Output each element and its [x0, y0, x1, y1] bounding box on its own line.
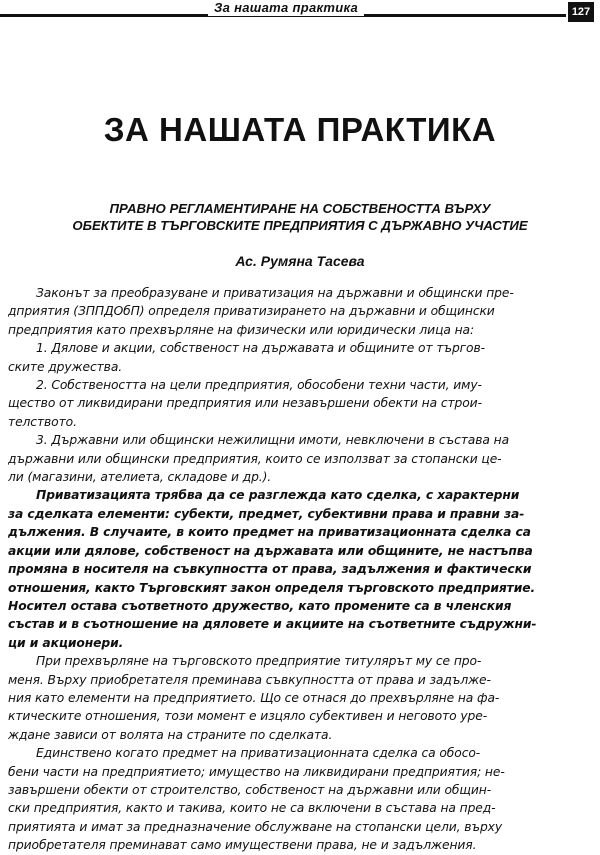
body-line: 2. Собствеността на цели предприятия, обособени техни части, иму-: [36, 378, 482, 393]
body-line: 3. Държавни или общински нежилищни имоти, невключени в състава на: [36, 433, 510, 448]
body-line: ждане зависи от волята на страните по сделката.: [8, 727, 333, 742]
body-line: за сделката елементи: субекти, предмет, субективни права и правни за-: [8, 506, 525, 521]
body-line: телството.: [8, 414, 77, 429]
body-line: ли (магазини, ателиета, складове и др.).: [8, 470, 272, 485]
body-line: ските дружества.: [8, 359, 123, 374]
body-line: При прехвърляне на търговското предприятие титулярът му се про-: [36, 654, 482, 669]
body-line: завършени обекти от строителство, собственост на държавни или общин-: [8, 782, 492, 797]
article-title-line-1: ПРАВНО РЕГЛАМЕНТИРАНЕ НА СОБСТВЕНОСТТА ВЪРХУ: [109, 201, 491, 216]
page-number: 127: [568, 2, 594, 22]
body-line: промяна в носителя на съвкупността от права, задължения и фактически: [8, 562, 532, 577]
body-line: отношения, както Търговският закон определя търговското предприятие.: [8, 580, 536, 595]
body-line: държавни или общински предприятия, които се използват за стопански це-: [8, 451, 502, 466]
article-body: [8, 284, 594, 855]
body-line: ктическите отношения, този момент е изцяло субективен и неговото уре-: [8, 709, 488, 724]
body-line: предприятия като прехвърляне на физически или юридически лица на:: [8, 322, 475, 337]
body-line: 1. Дялове и акции, собственост на държавата и общините от търгов-: [36, 341, 485, 356]
section-title: ЗА НАШАТА ПРАКТИКА: [103, 111, 497, 148]
article-title: [40, 200, 560, 234]
body-line: Носител остава съответното дружество, като промените са в членския: [8, 598, 512, 613]
body-line: дприятия (ЗППДОбП) определя приватизирането на държавни и общински: [8, 304, 495, 319]
running-title: За нашата практика: [208, 0, 364, 16]
body-line: дължения. В случаите, в които предмет на приватизационната сделка са: [8, 525, 531, 540]
body-line: състав и в съотношение на дяловете и акциите на съответните съдружни-: [8, 617, 537, 632]
author-byline: Ас. Румяна Тасева: [235, 253, 365, 269]
body-line: приятията и имат за предназначение обслужване на стопански цели, върху: [8, 819, 503, 834]
body-line: ния като елементи на предприятието. Що се отнася до прехвърляне на фа-: [8, 690, 500, 705]
body-line: Единствено когато предмет на приватизационната сделка са обосо-: [36, 746, 481, 761]
body-line: приобретателя преминават само имуществени права, не и задължения.: [8, 838, 477, 853]
body-line: ци и акционери.: [8, 635, 124, 650]
body-line: бени части на предприятието; имущество на ликвидирани предприятия; не-: [8, 764, 505, 779]
running-header: [0, 0, 600, 22]
body-line: Приватизацията трябва да се разглежда като сделка, с характерни: [36, 488, 520, 503]
body-line: Законът за преобразуване и приватизация на държавни и общински пре-: [36, 286, 514, 300]
body-line: щество от ликвидирани предприятия или незавършени обекти на строи-: [8, 396, 482, 411]
body-line: акции или дялове, собственост на държавата или общините, не настъпва: [8, 543, 533, 558]
article-title-line-2: ОБЕКТИТЕ В ТЪРГОВСКИТЕ ПРЕДПРИЯТИЯ С ДЪРЖАВНО УЧАСТИЕ: [72, 218, 528, 233]
body-line: ски предприятия, както и такива, които не са включени в състава на пред-: [8, 801, 496, 816]
body-line: меня. Върху приобретателя преминава съвкупността от права и задълже-: [8, 672, 491, 687]
